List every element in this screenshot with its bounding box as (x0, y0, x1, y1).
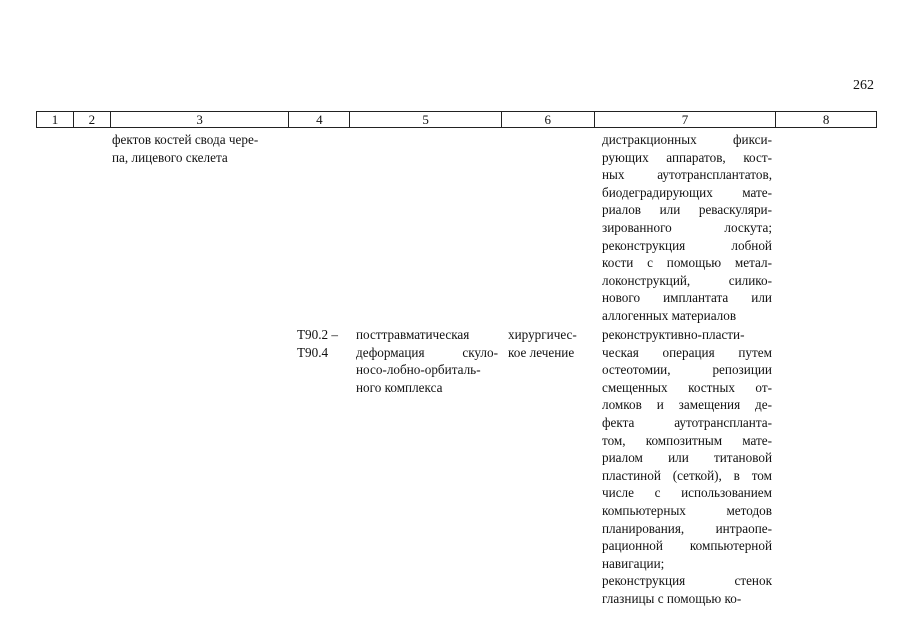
cell-line: фектов костей свода чере- (112, 132, 259, 147)
cell-line: Т90.2 – (297, 327, 339, 342)
row1-col7-text (602, 131, 772, 325)
cell-line: том, композитным мате- (602, 432, 772, 448)
header-col-3: 3 (111, 112, 290, 127)
cell-line: смещенных костных от- (602, 379, 772, 395)
cell-line: пластиной (сеткой), в том (602, 467, 772, 483)
page-number: 262 (853, 78, 874, 93)
cell-line: остеотомии, репозиции (602, 362, 772, 378)
cell-line: посттравматическая (356, 327, 470, 342)
cell-line: ных аутотрансплантатов, (602, 167, 772, 183)
cell-line: рационной компьютерной (602, 538, 772, 554)
cell-line: кости с помощью метал- (602, 255, 772, 271)
cell-line: локонструкций, силико- (602, 272, 772, 288)
header-col-8: 8 (822, 112, 830, 127)
cell-line: биодеградирующих мате- (602, 184, 772, 200)
row1-col3-text (112, 131, 288, 166)
header-col-4: 4 (289, 112, 350, 127)
cell-line: числе с использованием (602, 485, 772, 501)
row2-col4-code (297, 326, 349, 361)
row2-col7-text (602, 326, 772, 608)
header-col-5: 5 (350, 112, 502, 127)
cell-line: планирования, интраопе- (602, 520, 772, 536)
cell-line: риалом или титановой (602, 450, 772, 466)
cell-line: аллогенных материалов (602, 307, 737, 323)
cell-line: па, лицевого скелета (112, 149, 228, 165)
header-col-7: 7 (595, 112, 777, 127)
cell-line: навигации; (602, 555, 665, 571)
cell-line: риалов или реваскуляри- (602, 202, 772, 218)
cell-line: хирургичес- (508, 327, 577, 342)
cell-line: ного комплекса (356, 379, 443, 395)
row2-col5-text (356, 326, 498, 396)
header-col-2: 2 (74, 112, 111, 127)
cell-line: ломков и замещения де- (602, 397, 772, 413)
cell-line: реконструкция стенок (602, 573, 772, 589)
cell-line: реконструктивно-пласти- (602, 327, 745, 342)
cell-line: ческая операция путем (602, 344, 772, 360)
cell-line: дистракционных фикси- (602, 132, 772, 147)
cell-line: рующих аппаратов, кост- (602, 149, 772, 165)
row2-col6-text (508, 326, 598, 361)
cell-line: компьютерных методов (602, 502, 772, 518)
cell-line: деформация скуло- (356, 344, 498, 360)
table-header-row (36, 111, 877, 128)
cell-line: носо-лобно-орбиталь- (356, 362, 481, 378)
cell-line: реконструкция лобной (602, 237, 772, 253)
cell-line: Т90.4 (297, 344, 329, 360)
header-col-1: 1 (37, 112, 74, 127)
cell-line: глазницы с помощью ко- (602, 590, 742, 606)
cell-line: зированного лоскута; (602, 219, 772, 235)
header-col-6: 6 (502, 112, 595, 127)
cell-line: фекта аутотранспланта- (602, 414, 772, 430)
cell-line: кое лечение (508, 344, 575, 360)
cell-line: нового имплантата или (602, 290, 772, 306)
